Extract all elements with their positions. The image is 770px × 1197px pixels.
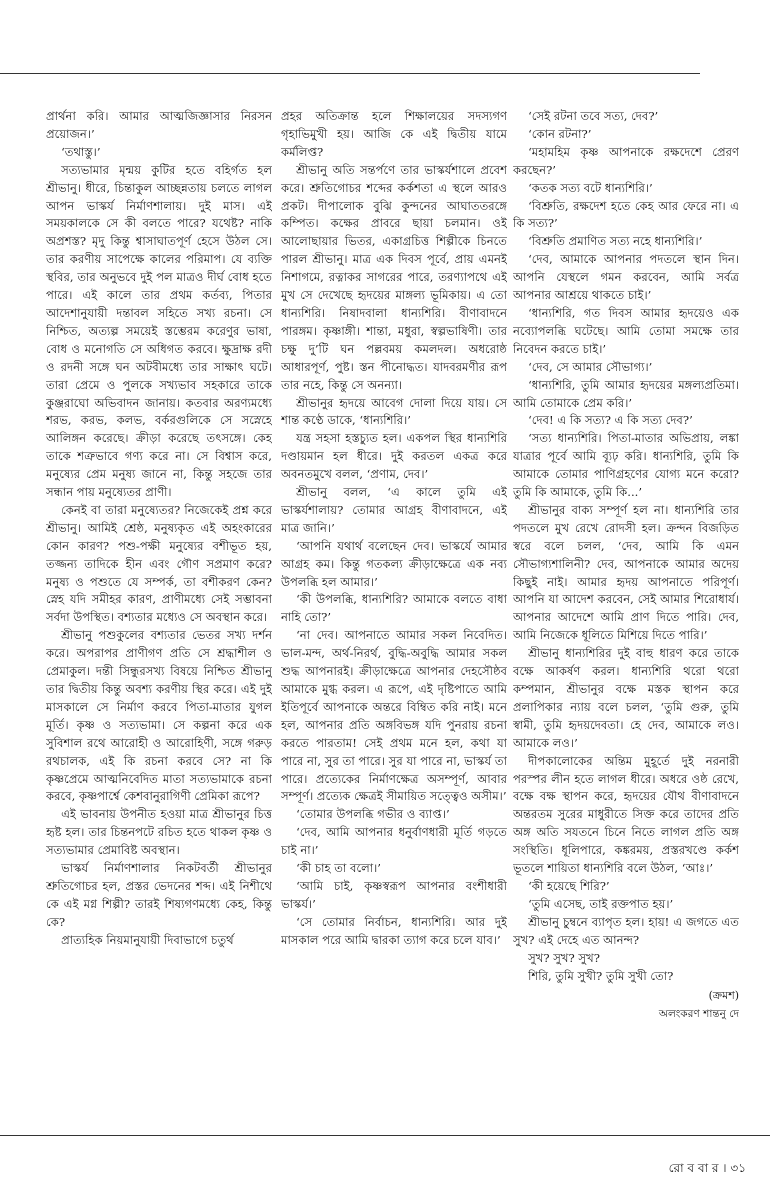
paragraph: ‘সত্য ধান্যশিরি। পিতা-মাতার অভিপ্রায়, লঙ্কা যাত্রার পূর্বে আমি ব্যূঢ় করি। ধান্যশিরি, তুমি কি আমাকে তোমার পাণিগ্রহণের যোগ্য মনে করো? তুমি কি আমাকে, তুমি কি...’ xyxy=(513,431,739,500)
paragraph: প্রার্থনা করি। আমার আত্মজিজ্ঞাসার নিরসন প্রয়োজন।’ xyxy=(46,109,272,141)
paragraph: ‘দেব, আমাকে আপনার পদতলে স্থান দিন। আপনি যেস্থলে গমন করবেন, আমি সর্বত্র আপনার আশ্রয়ে থাকতে চাই।’ xyxy=(513,252,739,303)
paragraph: ‘দেব, সে আমার সৌভাগ্য।’ xyxy=(528,359,653,374)
column-3 xyxy=(513,108,739,1133)
paragraph: দীপকালোকের অন্তিম মুহূর্তে দুই নরনারী পরস্পর লীন হতে লাগল ধীরে। অধরে ওষ্ঠ রেখে, বক্ষে বক্ষ স্থাপন করে, হৃদয়ের যৌথ বীণাবাদনে অন্তরতম সুরের মাধুরীতে সিক্ত করে তাদের প্রতি অঙ্গ অতি সযতনে চিনে নিতে লাগল প্রতি অঙ্গ সংস্থিতি। ধূলিপারে, কঙ্করময়, প্রস্তরখণ্ডে কর্কশ ভূতলে শায়িতা ধান্যশিরি বলে উঠল, ‘আঃ।’ xyxy=(513,753,739,876)
article-body xyxy=(0,108,770,1133)
paragraph: ‘তথাস্তু।’ xyxy=(61,144,101,159)
paragraph: ‘কী চাহ তা বলো।’ xyxy=(296,861,381,876)
paragraph: ‘দেব! এ কি সত্য? এ কি সত্য দেব?’ xyxy=(528,413,693,428)
paragraph: ‘তুমি এসেছ, তাই রক্তপাত হয়।’ xyxy=(528,896,674,911)
paragraph: ‘কোন রটনা?’ xyxy=(528,126,592,141)
paragraph: শিরি, তুমি সুখী? তুমি সুখী তো? xyxy=(528,968,674,983)
paragraph: প্রহর অতিক্রান্ত হলে শিক্ষালয়ের সদস্যগণ গৃহাভিমুখী হয়। আজি কে এই দ্বিতীয় যামে কর্মলিপ্ত? xyxy=(281,109,507,159)
paragraph: ‘বিশ্রুতি, রক্ষদেশ হতে কেহ আর ফেরে না। এ কি সত্য?’ xyxy=(513,198,739,231)
footer-rule xyxy=(0,1135,770,1136)
paragraph: শ্রীভানু পশুকুলের বশ্যতার ভেতর সখ্য দর্শন করে। অপরাপর প্রাণীগণ প্রতি সে শ্রদ্ধাশীল ও প্রেমাকুল। দন্তী সিন্ধুরসখ্য বিষয়ে নিশ্চিত শ্রীভানু তার দ্বিতীয় কিন্তু অবশ্য করণীয় স্থির করে। এই দুই মাসকালে সে নির্মাণ করবে পিতা-মাতার যুগল মূর্তি। কৃষ্ণ ও সত্যভামা। সে কল্পনা করে এক সুবিশাল রথে আরোহী ও আরোহিণী, সঙ্গে গরুড় রথচালক, এই কি রচনা করবে সে? না কি কৃষ্ণপ্রেমে আত্মনিবেদিত মাতা সত্যভামাকে রচনা করবে, কৃষ্ণপার্শ্বে কেশবানুরাগিণী প্রেমিকা রূপে? xyxy=(46,628,272,804)
paragraph: ‘না দেব। আপনাতে আমার সকল নিবেদিত। ভাল-মন্দ, অর্থ-নিরর্থ, বুদ্ধি-অবুদ্ধি আমার সকল শুদ্ধ আপনারই। ক্রীড়াক্ষেত্রে আপনার দেহসৌষ্ঠব আমাকে মুগ্ধ করল। এ রূপে, এই দৃষ্টিপাতে আমি ইতিপূর্বে আপনাকে অন্তরে বিম্বিত করি নাই। মনে হল, আপনার প্রতি অঙ্গবিভঙ্গ যদি পুনরায় রচনা করতে পারতাম! সেই প্রথম মনে হল, কথা যা পারে না, সুর তা পারে। সুর যা পারে না, ভাস্কর্য তা পারে। প্রত্যেকের নির্মাণক্ষেত্র অসম্পূর্ণ, আবার সম্পূর্ণ। প্রত্যেক ক্ষেত্রই সীমায়িত সত্ত্বেও অসীম।’ xyxy=(281,628,507,804)
paragraph: ‘সে তোমার নির্বাচন, ধান্যশিরি। আর দুই মাসকাল পরে আমি দ্বারকা ত্যাগ করে চলে যাব।’ xyxy=(281,914,507,947)
paragraph: ‘আমি চাই, কৃষ্ণস্বরূপ আপনার বংশীধারী ভাস্কর্য।’ xyxy=(281,878,507,911)
paragraph: এই ভাবনায় উপনীত হওয়া মাত্র শ্রীভানুর চিত্ত হৃষ্ট হল। তার চিন্তনপটে রচিত হতে থাকল কৃষ্ণ ও সত্যভামার প্রেমাবিষ্ট অবস্থান। xyxy=(46,807,272,858)
paragraph: ‘ধান্যশিরি, গত দিবস আমার হৃদয়েও এক নব্যোপলব্ধি ঘটেছে। আমি তোমা সমক্ষে তার নিবেদন করতে চাই।’ xyxy=(513,305,739,356)
continued-marker: (ক্রমশ) xyxy=(708,989,739,1003)
column-1 xyxy=(46,108,272,1133)
illustration-credit: অলংকরণ শান্তনু দে xyxy=(658,1008,739,1021)
page-footer: রো ব বা র । ৩১ xyxy=(668,1161,746,1175)
paragraph: শ্রীভানু অতি সন্তর্পণে তার ভাস্কর্যশালে প্রবেশ করে। শ্রুতিগোচর শব্দের কর্কশতা এ স্থলে আরও প্রকট। দীপালোক বুঝি কুন্দনের আঘাততরঙ্গে কম্পিত। কক্ষের প্রাবরে ছায়া চলমান। ওই আলোছায়ার ভিতর, একাগ্রচিত্ত শিল্পীকে চিনতে পারল শ্রীভানু। মাত্র এক দিবস পূর্বে, প্রায় এমনই নিশাগমে, রত্নাকর সাগরের পারে, তরণ্যাপথে এই মুখ সে দেখেছে হৃদয়ের মাঙ্গল্য ভূমিকায়। এ তো ধান্যশিরি। নিষাদবালা ধান্যশিরি। বীণাবাদনে পারঙ্গম। কৃষ্ণাঙ্গী। শান্তা, মধুরা, স্বল্পভাষিণী। তার চক্ষু দু’টি ঘন পল্লবময় কমলদল। অধরোষ্ঠ আধারপূর্ণ, পুষ্ট। স্তন পীনোদ্ধত। যাদবরমণীর রূপ তার নহে, কিন্তু সে অনন্যা। xyxy=(281,162,507,392)
paragraph: ‘সেই রটনা তবে সত্য, দেব?’ xyxy=(528,109,659,123)
paragraph: ‘কী হয়েছে শিরি?’ xyxy=(528,878,610,893)
paragraph: শ্রীভানু চুম্বনে ব্যাপৃত হল। হায়! এ জগতে এত সুখ? এই দেহে এত আনন্দ? xyxy=(513,914,739,947)
paragraph: সুখ? সুখ? সুখ? xyxy=(528,950,600,965)
header-rule xyxy=(0,73,700,74)
paragraph: ‘কী উপলব্ধি, ধান্যশিরি? আমাকে বলতে বাধা নাহি তো?’ xyxy=(281,592,507,625)
paragraph: ‘ধান্যশিরি, তুমি আমার হৃদয়ের মঙ্গল্যপ্রতিমা। আমি তোমাকে প্রেম করি।’ xyxy=(513,377,739,410)
paragraph: সত্যভামার মৃন্ময় কুটির হতে বহির্গত হল শ্রীভানু। ধীরে, চিন্তাকুল আচ্ছন্নতায় চলতে লাগল আপন ভাস্কর্য নির্মাণশালায়। দুই মাস। এই সময়কালকে সে কী বলতে পারে? যথেষ্ট? নাকি অপ্রশস্ত? মৃদু কিন্তু শ্বাসাঘাতপূর্ণ হেসে উঠল সে। তার করণীয় সাপেক্ষে কালের পরিমাপ। যে ব্যক্তি স্থবির, তার অনুভবে দুই পল মাত্রও দীর্ঘ বোধ হতে পারে। এই কালে তার প্রথম কর্তব্য, পিতার আদেশানুযায়ী দন্তাবল সহিতে সখ্য রচনা। সে নিশ্চিত, অত্যল্প সময়েই স্তম্ভেরম করেণুর ভাষা, বোধ ও মনোগতি সে অধিগত করবে। ক্ষুদ্রাক্ষ রদী ও রদনী সঙ্গে ঘন অটবীমধ্যে তার সাক্ষাৎ ঘটে। তারা প্রেমে ও পুলকে সখ্যভাব সহকারে তাকে কুঞ্জরাঘো অভিবাদন জানায়। কতবার অরণ্যমধ্যে শরভ, করভ, কলভ, বর্করগুলিকে সে সস্নেহে আলিঙ্গন করেছে। ক্রীড়া করেছে তৎসঙ্গে। কেহ তাকে শত্রুভাবে গণ্য করে না। সে বিশ্বাস করে, মনুষ্যের প্রেম মনুষ্য জানে না, কিন্তু সহজে তার সন্ধান পায় মনুষ্যেতর প্রাণী। xyxy=(46,162,272,500)
paragraph: ‘বিশ্রুতি প্রমাণিত সত্য নহে ধান্যশিরি।’ xyxy=(528,234,703,249)
paragraph: ‘কতক সত্য বটে ধান্যশিরি।’ xyxy=(528,180,653,195)
paragraph: শ্রীভানু বলল, ‘এ কালে তুমি এই ভাস্কর্যশালায়? তোমার আগ্রহ বীণাবাদনে, এই মাত্র জানি।’ xyxy=(281,485,507,535)
paragraph: ‘তোমার উপলব্ধি গভীর ও ব্যাপ্ত।’ xyxy=(296,807,450,822)
paragraph: ভাস্কর্য নির্মাণশালার নিকটবর্তী শ্রীভানুর শ্রুতিগোচর হল, প্রস্তর ভেদনের শব্দ। এই নিশীথে কে এই মগ্ন শিল্পী? তারই শিষ্যগণমধ্যে কেহ, কিন্তু কে? xyxy=(46,861,272,929)
paragraph: ‘মহামহিম কৃষ্ণ আপনাকে রক্ষদেশে প্রেরণ করছেন?’ xyxy=(513,144,739,177)
paragraph: শ্রীভানু ধান্যশিরির দুই বাহু ধারণ করে তাকে বক্ষে আকর্ষণ করল। ধান্যশিরি থরো থরো কম্পমান, শ্রীভানুর বক্ষে মস্তক স্থাপন করে প্রলাপিকার ন্যায় বলে চলল, ‘তুমি গুরু, তুমি স্বামী, তুমি হৃদয়দেবতা। হে দেব, আমাকে লও। আমাকে লও।’ xyxy=(513,646,739,750)
paragraph: শ্রীভানুর হৃদয়ে আবেগ দোলা দিয়ে যায়। সে শান্ত কণ্ঠে ডাকে, ‘ধান্যশিরি।’ xyxy=(281,395,507,428)
paragraph: কেনই বা তারা মনুষ্যেতর? নিজেকেই প্রশ্ন করে শ্রীভানু। আমিই শ্রেষ্ঠ, মনুষ্যকৃত এই অহংকারের কোন কারণ? পশু-পক্ষী মনুষ্যের বশীভূত হয়, তজ্জন্য তাদিকে হীন এবং গৌণ সপ্রমাণ করে? মনুষ্য ও পশুতে যে সম্পর্ক, তা বশীকরণ কেন? স্নেহ যদি সমীহর কারণ, প্রাণীমধ্যে সেই সম্ভাবনা সর্বদা উপস্থিত। বশ্যতার মধ্যেও সে অবস্থান করে। xyxy=(46,502,272,625)
paragraph: শ্রীভানুর বাক্য সম্পূর্ণ হল না। ধান্যশিরি তার পদতলে মুখ রেখে রোদসী হল। ক্রন্দন বিজড়িত স্বরে বলে চলল, ‘দেব, আমি কি এমন সৌভাগ্যশালিনী? দেব, আপনাকে আমার অদেয় কিছুই নাই। আমার হৃদয় আপনাতে পরিপূর্ণ। আপনি যা আদেশ করবেন, সেই আমার শিরোধার্য। আপনার আদেশে আমি প্রাণ দিতে পারি। দেব, আমি নিজেকে ধূলিতে মিশিয়ে দিতে পারি।’ xyxy=(513,502,739,643)
paragraph: যন্ত্র সহসা হস্তচ্যুত হল। একপল স্থির ধান্যশিরি দণ্ডায়মান হল ধীরে। দুই করতল একত্র করে অবনতমুখে বলল, ‘প্রণাম, দেব।’ xyxy=(281,431,507,482)
paragraph: ‘আপনি যথার্থ বলেছেন দেব। ভাস্কর্যে আমার আগ্রহ কম। কিন্তু গতকল্য ক্রীড়াক্ষেত্রে এক নব্য উপলব্ধি হল আমার।’ xyxy=(281,538,507,589)
paragraph: প্রাত্যহিক নিয়মানুযায়ী দিবাভাগে চতুর্থ xyxy=(61,932,234,947)
paragraph: ‘দেব, আমি আপনার ধনুর্বাণধারী মূর্তি গড়তে চাই না।’ xyxy=(281,825,507,858)
column-2 xyxy=(281,108,507,1133)
